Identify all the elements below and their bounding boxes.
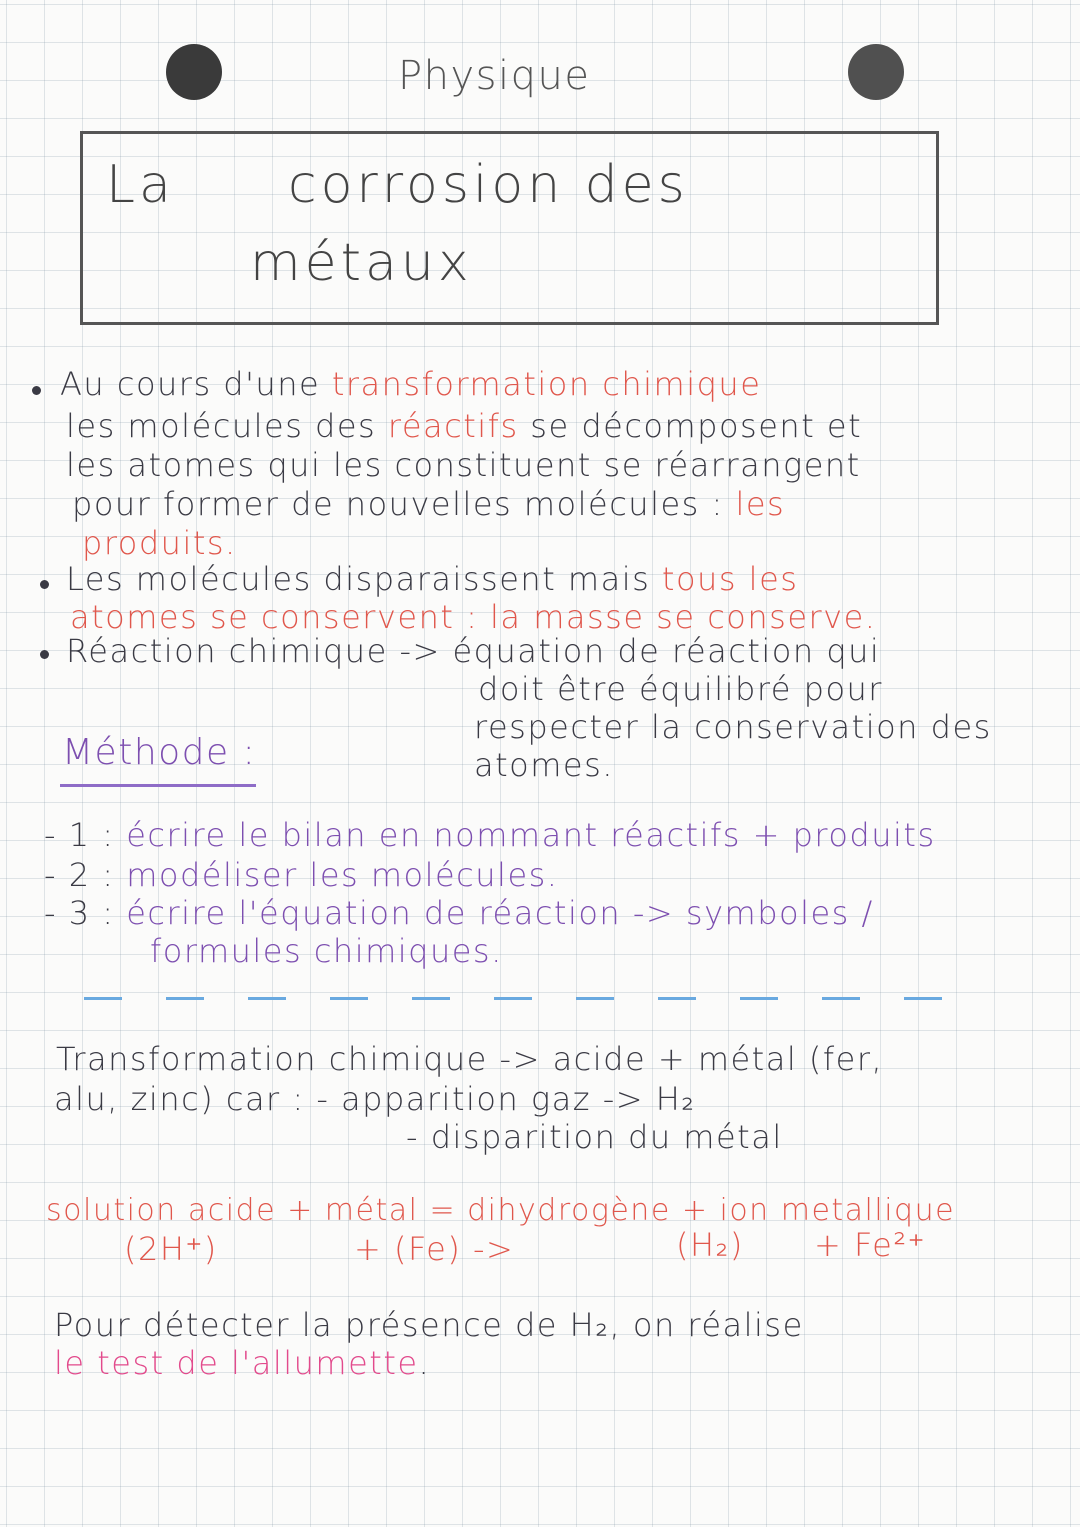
methode-underline [60,784,256,787]
p3-line4: atomes. [474,746,614,784]
p1-l4-plain: pour former de nouvelles molécules : [72,485,736,523]
p2-l1-plain: Les molécules disparaissent mais [66,560,662,598]
bullet [32,386,41,395]
equation-line1: solution acide + métal = dihydrogène + ion metallique [46,1193,956,1228]
title-line1: corrosion des [288,155,689,215]
p3-line1: Réaction chimique -> équation de réaction qui [66,632,881,670]
p1-line1 [60,365,761,403]
p1-l2-plain-a: les molécules des [66,407,388,445]
detection-line2 [54,1344,430,1382]
p1-l1-red: transformation chimique [331,365,762,403]
p2-line1 [66,560,798,598]
p1-l4-red: les [735,485,786,523]
p2-line2: atomes se conservent : la masse se conserve. [70,598,877,636]
detection-period: . [418,1344,431,1382]
methode-heading: Méthode : [62,732,257,773]
equation-reactant1: (2H⁺) [124,1230,218,1268]
detection-line1: Pour détecter la présence de H₂, on réalise [54,1306,804,1344]
title-la: La [106,155,175,215]
p1-l2-red: réactifs [387,407,519,445]
transformation-line1: Transformation chimique -> acide + métal (fer, [56,1040,884,1078]
step-text: écrire l'équation de réaction -> symboles / [126,894,874,932]
bullet [40,580,49,589]
title-line2: métaux [250,233,473,293]
p1-l2-plain-b: se décomposent et [518,407,863,445]
transformation-line2: alu, zinc) car : - apparition gaz -> H₂ [54,1080,696,1118]
step-text: écrire le bilan en nommant réactifs + produits [126,816,936,854]
subject-label: Physique [398,53,591,99]
equation-reactant2: + (Fe) -> [354,1230,515,1268]
equation-product1: (H₂) [676,1226,744,1264]
methode-step-1 [44,816,936,854]
p1-l1-plain: Au cours d'une [60,365,332,403]
p1-line4 [72,485,785,523]
p3-line3: respecter la conservation des [474,708,992,746]
step-text: modéliser les molécules. [126,856,559,894]
binder-hole-left [166,44,222,100]
p1-line5: produits. [82,524,237,562]
p2-l1-red: tous les [661,560,799,598]
detection-test: le test de l'allumette [54,1344,419,1382]
equation-product2: + Fe²⁺ [814,1226,927,1264]
step-prefix: - 2 : [44,856,127,894]
p3-line2: doit être équilibré pour [478,670,883,708]
p1-line3: les atomes qui les constituent se réarrangent [66,446,861,484]
p1-line2 [66,407,862,445]
methode-step-3-cont: formules chimiques. [150,932,503,970]
step-prefix: - 3 : [44,894,127,932]
transformation-line3: - disparition du métal [406,1118,783,1156]
methode-step-3 [44,894,874,932]
step-prefix: - 1 : [44,816,127,854]
bullet [40,650,49,659]
binder-hole-right [848,44,904,100]
methode-step-2 [44,856,558,894]
